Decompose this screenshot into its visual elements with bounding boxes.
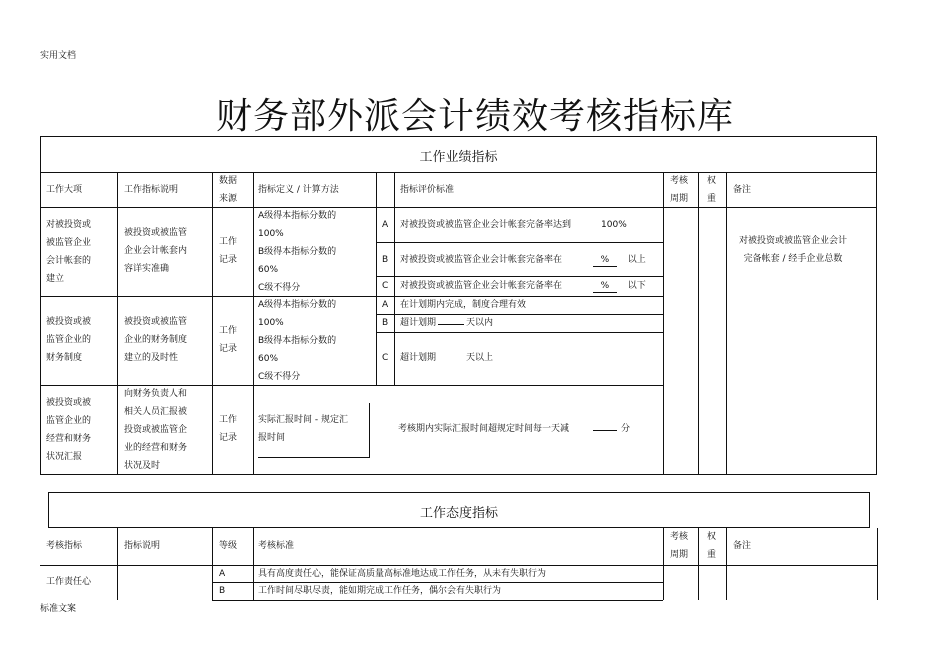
attitude-grade-a: A [219, 569, 226, 579]
col-indicator-desc: 工作指标说明 [124, 185, 179, 195]
row3-standard: 考核期内实际汇报时间超规定时间每一天减 分 [398, 424, 631, 434]
col-remarks: 备注 [733, 185, 752, 195]
attitude-grade-b-text: 工作时间尽职尽责，能如期完成工作任务，偶尔会有失职行为 [258, 586, 502, 596]
row3-item: 被投资或被 监管企业的 经营和财务 状况汇报 [46, 398, 92, 462]
col-assess-item: 考核指标 [46, 541, 83, 551]
document-title: 财务部外派会计绩效考核指标库 [215, 96, 734, 137]
row2-desc: 被投资或被监管 企业的财务制度 建立的及时性 [124, 317, 188, 363]
row1-remarks: 对被投资或被监管企业会计 完备帐套 / 经手企业总数 [738, 236, 847, 264]
col2-period-b: 周期 [670, 550, 689, 560]
header-note: 实用文档 [40, 51, 77, 61]
row1-desc: 被投资或被监管 企业会计帐套内 容详实准确 [124, 228, 188, 274]
row2-item: 被投资或被 监管企业的 财务制度 [46, 317, 92, 363]
col-grade: 等级 [219, 541, 238, 551]
col2-weight-b: 重 [707, 550, 717, 560]
row1-method: A级得本指标分数的 100% B级得本指标分数的 60% C级不得分 [258, 211, 337, 293]
row2-source: 工作 记录 [219, 326, 238, 354]
footer-note: 标准文案 [40, 604, 77, 614]
attitude-grade-b: B [219, 586, 226, 596]
col-period-a: 考核 [670, 176, 689, 186]
col-weight-a: 权 [707, 176, 717, 186]
attitude-row-item: 工作责任心 [46, 577, 92, 587]
col-evaluation-standard: 指标评价标准 [400, 185, 455, 195]
row1-grade-b: B [382, 255, 389, 265]
col-work-item: 工作大项 [46, 185, 83, 195]
row1-grade-c-text: 对被投资或被监管企业会计帐套完备率在 % 以下 [400, 281, 646, 291]
col2-remarks: 备注 [733, 541, 752, 551]
row3-method: 实际汇报时间 - 规定汇 报时间 [258, 415, 348, 443]
col-data-source-b: 来源 [219, 194, 238, 204]
row2-grade-b-text: 超计划期 天以内 [400, 318, 494, 328]
section-title-attitude: 工作态度指标 [419, 506, 498, 521]
row2-grade-a-text: 在计划期内完成，制度合理有效 [400, 300, 527, 310]
col-standard: 考核标准 [258, 541, 295, 551]
col2-weight-a: 权 [707, 532, 717, 542]
row3-desc: 向财务负责人和 相关人员汇报被 投资或被监管企 业的经营和财务 状况及时 [124, 389, 188, 471]
col-period-b: 周期 [670, 194, 689, 204]
row2-grade-c: C [382, 353, 389, 363]
row2-grade-a: A [382, 300, 389, 310]
row1-grade-c: C [382, 281, 389, 291]
row3-source: 工作 记录 [219, 415, 238, 443]
col-data-source-a: 数据 [219, 176, 238, 186]
row2-grade-b: B [382, 318, 389, 328]
row2-grade-c-text: 超计划期 天以上 [400, 353, 494, 363]
row1-grade-b-text: 对被投资或被监管企业会计帐套完备率在 % 以上 [400, 255, 646, 265]
section-title-performance: 工作业绩指标 [419, 150, 498, 165]
col-weight-b: 重 [707, 194, 717, 204]
row1-grade-a: A [382, 220, 389, 230]
col-desc: 指标说明 [124, 541, 161, 551]
row2-method: A级得本指标分数的 100% B级得本指标分数的 60% C级不得分 [258, 300, 337, 382]
row1-grade-a-text: 对被投资或被监管企业会计帐套完备率达到 100% [400, 220, 627, 230]
row1-item: 对被投资或 被监管企业 会计帐套的 建立 [46, 220, 92, 284]
col-definition: 指标定义 / 计算方法 [258, 185, 339, 195]
row1-source: 工作 记录 [219, 237, 238, 265]
col2-period-a: 考核 [670, 532, 689, 542]
attitude-grade-a-text: 具有高度责任心，能保证高质量高标准地达成工作任务，从未有失职行为 [258, 569, 547, 579]
